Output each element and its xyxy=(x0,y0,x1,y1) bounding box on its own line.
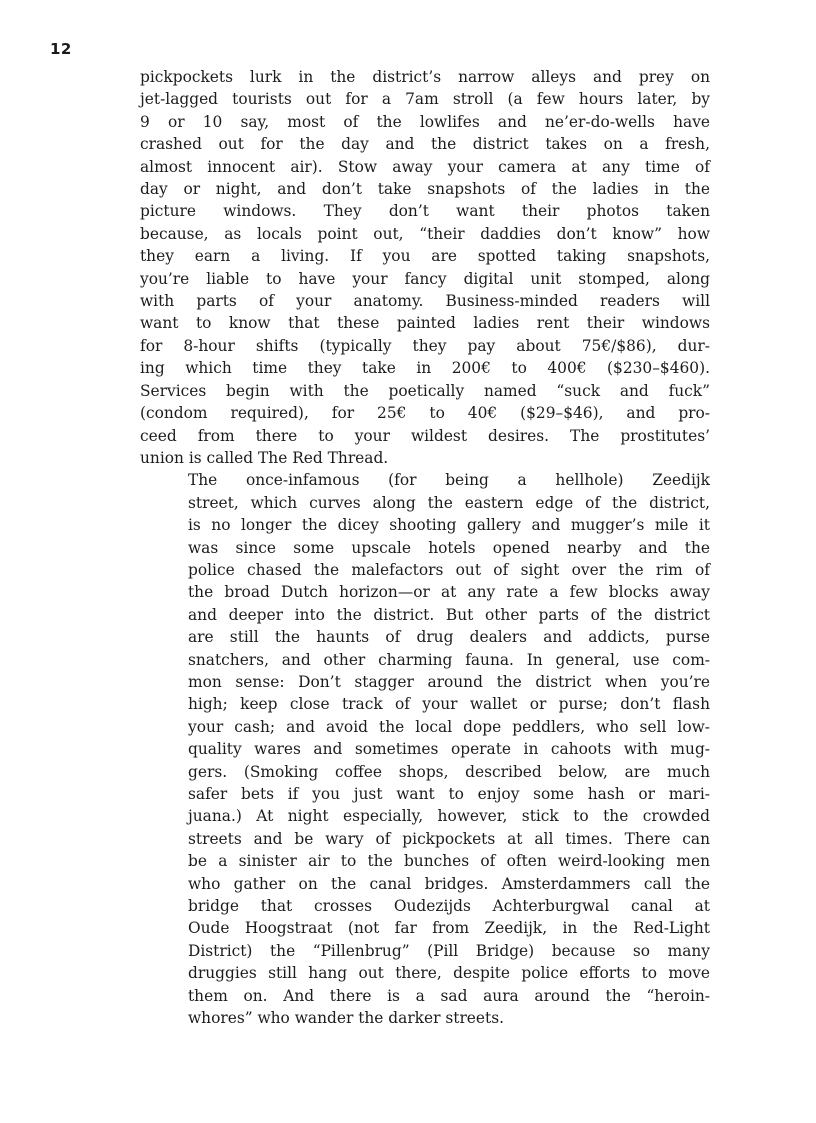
text-line: is no longer the dicey shooting gallery and mugger’s mile it xyxy=(188,516,710,535)
text-line: with parts of your anatomy. Business-minded readers will xyxy=(140,292,710,311)
text-line: ing which time they take in 200€ to 400€ ($230–$460). xyxy=(140,359,710,378)
text-line: quality wares and sometimes operate in cahoots with mug- xyxy=(188,740,710,759)
text-line: day or night, and don’t take snapshots of the ladies in the xyxy=(140,180,710,199)
text-line: 9 or 10 say, most of the lowlifes and ne’er-do-wells have xyxy=(140,112,710,131)
text-line: they earn a living. If you are spotted taking snapshots, xyxy=(140,247,710,266)
text-line: are still the haunts of drug dealers and addicts, purse xyxy=(188,628,710,647)
text-line: (condom required), for 25€ to 40€ ($29–$46), and pro- xyxy=(140,404,710,423)
text-line: be a sinister air to the bunches of often weird-looking men xyxy=(188,852,710,871)
text-line: almost innocent air). Stow away your camera at any time of xyxy=(140,157,710,176)
text-line: Oude Hoogstraat (not far from Zeedijk, in the Red-Light xyxy=(188,919,710,938)
text-line: safer bets if you just want to enjoy some hash or mari- xyxy=(188,785,710,803)
body-text xyxy=(140,66,710,1029)
text-line: union is called The Red Thread. xyxy=(140,448,389,467)
text-line: gers. (Smoking coffee shops, described below, are much xyxy=(188,762,710,781)
text-line: District) the “Pillenbrug” (Pill Bridge) because so many xyxy=(188,941,710,960)
text-line: whores” who wander the darker streets. xyxy=(188,1009,504,1028)
text-line: bridge that crosses Oudezijds Achterburgwal canal at xyxy=(188,897,710,916)
text-line: high; keep close track of your wallet or purse; don’t flash xyxy=(188,695,710,714)
text-line: them on. And there is a sad aura around the “heroin- xyxy=(188,986,710,1005)
text-line: Services begin with the poetically named “suck and fuck” xyxy=(140,381,710,400)
text-line: jet-lagged tourists out for a 7am stroll (a few hours later, by xyxy=(140,90,710,109)
text-line: and deeper into the district. But other parts of the district xyxy=(188,605,710,624)
text-line: for 8-hour shifts (typically they pay about 75€/$86), dur- xyxy=(140,336,710,355)
paragraph xyxy=(140,66,710,469)
text-line: The once-infamous (for being a hellhole) Zeedijk xyxy=(188,471,710,490)
text-line: because, as locals point out, “their daddies don’t know” how xyxy=(140,224,710,243)
text-line: the broad Dutch horizon—or at any rate a few blocks away xyxy=(188,583,710,602)
text-line: street, which curves along the eastern edge of the district, xyxy=(188,493,710,512)
text-line: ceed from there to your wildest desires. The prostitutes’ xyxy=(140,426,710,445)
text-line: crashed out for the day and the district takes on a fresh, xyxy=(140,135,710,154)
text-line: you’re liable to have your fancy digital unit stomped, along xyxy=(140,269,710,288)
text-line: police chased the malefactors out of sight over the rim of xyxy=(188,560,710,579)
text-line: streets and be wary of pickpockets at all times. There can xyxy=(188,829,710,848)
text-line: juana.) At night especially, however, stick to the crowded xyxy=(188,807,710,826)
text-line: want to know that these painted ladies rent their windows xyxy=(140,314,710,333)
text-line: who gather on the canal bridges. Amsterdammers call the xyxy=(188,874,710,893)
text-line: your cash; and avoid the local dope peddlers, who sell low- xyxy=(188,717,710,736)
text-line: druggies still hang out there, despite police efforts to move xyxy=(188,964,710,983)
page-number: 12 xyxy=(50,40,72,58)
text-line: picture windows. They don’t want their photos taken xyxy=(140,202,710,221)
text-line: was since some upscale hotels opened nearby and the xyxy=(188,538,710,557)
text-line: snatchers, and other charming fauna. In general, use com- xyxy=(188,650,710,669)
text-line: mon sense: Don’t stagger around the district when you’re xyxy=(188,672,710,691)
text-line: pickpockets lurk in the district’s narrow alleys and prey on xyxy=(140,68,710,86)
paragraph xyxy=(140,469,710,1029)
